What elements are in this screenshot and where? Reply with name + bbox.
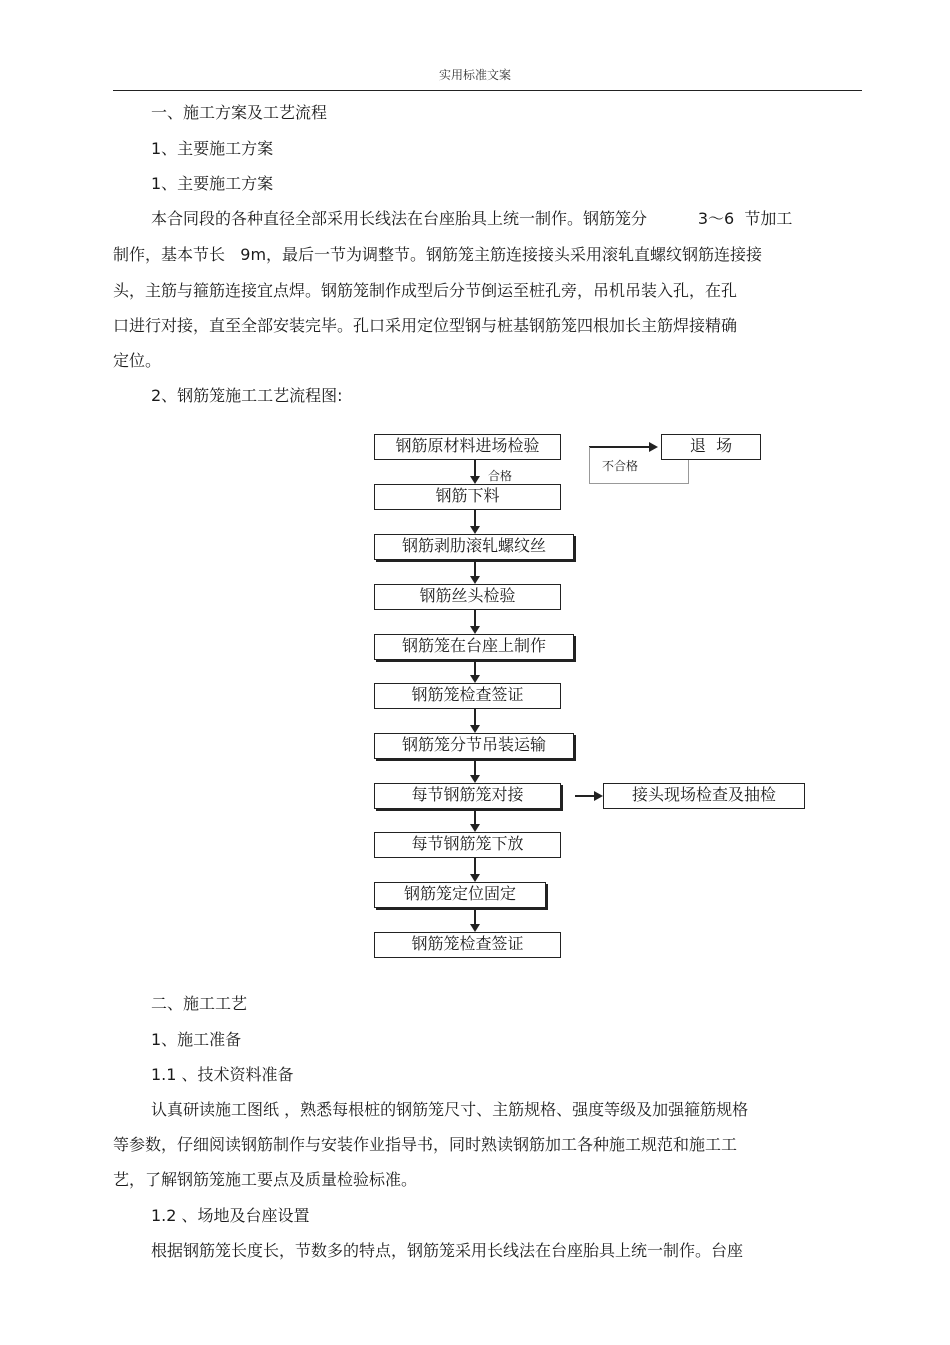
flow-arrow-down-icon xyxy=(470,725,480,733)
flow-connector xyxy=(474,709,476,725)
paragraph-1-line: 定位。 xyxy=(113,351,162,370)
flow-connector xyxy=(474,809,476,824)
flow-arrow-down-icon xyxy=(470,775,480,783)
flow-step-section-joining: 每节钢筋笼对接 xyxy=(374,783,561,809)
section-1-heading: 一、施工方案及工艺流程 xyxy=(151,103,328,122)
joint-inspection-box: 接头现场检查及抽检 xyxy=(603,783,805,809)
page-header: 实用标准文案 xyxy=(438,68,511,82)
flow-connector xyxy=(474,510,476,526)
section-2-sub-1-2: 1.2 、场地及台座设置 xyxy=(151,1206,310,1225)
paragraph-2-line: 等参数，仔细阅读钢筋制作与安装作业指导书，同时熟读钢筋加工各种施工规范和施工工 xyxy=(113,1135,738,1154)
flow-connector xyxy=(474,610,476,626)
paragraph-2-line: 艺，了解钢筋笼施工要点及质量检验标准。 xyxy=(113,1170,418,1189)
flow-connector xyxy=(474,908,476,924)
flow-connector xyxy=(474,460,476,476)
section-2-heading: 二、施工工艺 xyxy=(151,994,248,1013)
paragraph-1-line: 口进行对接，直至全部安装完毕。孔口采用定位型钢与桩基钢筋笼四根加长主筋焊接精确 xyxy=(113,316,738,335)
paragraph-3-line: 根据钢筋笼长度长，节数多的特点，钢筋笼采用长线法在台座胎具上统一制作。台座 xyxy=(151,1241,744,1260)
flow-step-thread-rolling: 钢筋剥肋滚轧螺纹丝 xyxy=(374,534,574,560)
flow-arrow-down-icon xyxy=(470,576,480,584)
flow-arrow-down-icon xyxy=(470,824,480,832)
section-1-sub-1: 1、主要施工方案 xyxy=(151,139,274,158)
flow-step-materials-inspection: 钢筋原材料进场检验 xyxy=(374,434,561,460)
pass-label: 合格 xyxy=(488,469,513,483)
section-2-sub-1-1: 1.1 、技术资料准备 xyxy=(151,1065,294,1084)
flow-arrow-down-icon xyxy=(470,526,480,534)
flow-step-thread-inspection: 钢筋丝头检验 xyxy=(374,584,561,610)
flow-connector xyxy=(474,560,476,576)
flow-arrow-down-icon xyxy=(470,476,480,484)
flow-connector xyxy=(474,858,476,874)
paragraph-1-line: 制作，基本节长 9m，最后一节为调整节。钢筋笼主筋连接接头采用滚轧直螺纹钢筋连接接 xyxy=(113,245,763,264)
flow-step-cage-fabrication: 钢筋笼在台座上制作 xyxy=(374,634,574,660)
header-divider xyxy=(113,90,862,91)
paragraph-2-line: 认真研读施工图纸 ，熟悉每根桩的钢筋笼尺寸、主筋规格、强度等级及加强箍筋规格 xyxy=(151,1100,749,1119)
section-2-sub-1: 1、施工准备 xyxy=(151,1030,242,1049)
flow-connector xyxy=(474,660,476,675)
flow-step-cutting: 钢筋下料 xyxy=(374,484,561,510)
flow-step-cage-check-1: 钢筋笼检查签证 xyxy=(374,683,561,709)
section-1-sub-2: 2、钢筋笼施工工艺流程图: xyxy=(151,386,343,405)
section-1-sub-1b: 1、主要施工方案 xyxy=(151,174,274,193)
inspection-arrow-right-icon xyxy=(594,791,603,801)
reject-box: 退 场 xyxy=(661,434,761,460)
flow-step-section-lowering: 每节钢筋笼下放 xyxy=(374,832,561,858)
flow-arrow-down-icon xyxy=(470,874,480,882)
flow-step-positioning: 钢筋笼定位固定 xyxy=(374,882,546,908)
flow-arrow-down-icon xyxy=(470,924,480,932)
paragraph-1-line: 本合同段的各种直径全部采用长线法在台座胎具上统一制作。钢筋笼分 3～6 节加工 xyxy=(151,209,793,228)
flow-step-cage-check-2: 钢筋笼检查签证 xyxy=(374,932,561,958)
inspection-connector xyxy=(575,795,595,797)
paragraph-1-line: 头，主筋与箍筋连接宜点焊。钢筋笼制作成型后分节倒运至桩孔旁，吊机吊装入孔，在孔 xyxy=(113,281,738,300)
flow-arrow-down-icon xyxy=(470,626,480,634)
fail-label: 不合格 xyxy=(602,459,639,473)
flow-connector xyxy=(474,759,476,775)
flow-arrow-down-icon xyxy=(470,675,480,683)
flow-step-lifting-transport: 钢筋笼分节吊装运输 xyxy=(374,733,574,759)
